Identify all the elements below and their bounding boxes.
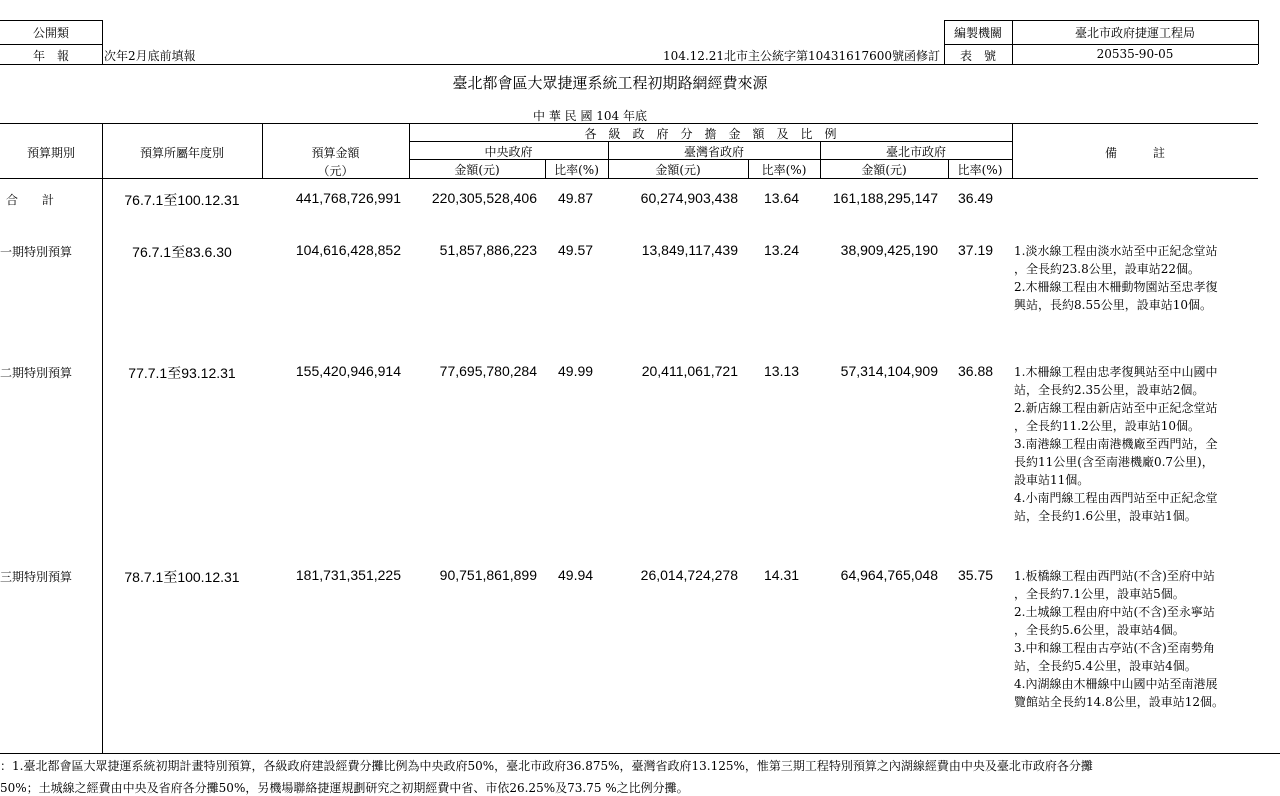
form-number: 20535-90-05: [1096, 47, 1174, 61]
row-period: 二期特別預算: [0, 366, 73, 380]
row-years: 76.7.1至83.6.30: [132, 244, 232, 260]
agency-name: 臺北市政府捷運工程局: [1074, 26, 1195, 40]
col-city-amount: 金額(元): [861, 163, 907, 177]
category-label: 公開類: [32, 26, 69, 40]
header-rule: [1258, 20, 1259, 64]
header-rule: [0, 20, 102, 21]
row-period: 合 計: [6, 193, 55, 207]
col-city: 臺北市政府: [885, 145, 946, 159]
row-central-ratio: 49.57: [558, 242, 594, 258]
header-rule: [0, 44, 102, 45]
form-label: 表 號: [959, 49, 996, 63]
row-budget: 181,731,351,225: [295, 567, 401, 583]
row-province-ratio: 13.64: [764, 190, 800, 206]
row-province-amount: 13,849,117,439: [641, 242, 738, 258]
table-rule: [0, 123, 1258, 124]
row-city-ratio: 36.88: [958, 363, 994, 379]
col-fiscal-years: 預算所屬年度別: [139, 146, 224, 160]
col-province-amount: 金額(元): [655, 163, 701, 177]
row-budget: 441,768,726,991: [295, 190, 401, 206]
header-rule: [944, 44, 1258, 45]
footer-note-line-2: 50%；土城線之經費由中央及省府各分攤50%，另機場聯絡捷運規劃研究之初期經費中省、市依26.25%及73.75 %之比例分攤。: [0, 781, 689, 795]
table-rule: [0, 753, 1280, 754]
header-rule: [102, 20, 103, 64]
row-central-amount: 220,305,528,406: [431, 190, 537, 206]
row-period: 三期特別預算: [0, 570, 73, 584]
row-province-amount: 20,411,061,721: [641, 363, 738, 379]
row-notes: 1.淡水線工程由淡水站至中正紀念堂站 ，全長約23.8公里，設車站22個。 2.木柵線工程由木柵動物園站至忠孝復 興站，長約8.55公里，設車站10個。: [1014, 244, 1218, 312]
page-title: 臺北都會區大眾捷運系統工程初期路網經費來源: [452, 74, 768, 92]
frequency-label: 年 報: [32, 49, 69, 63]
deadline-text: 次年2月底前填報: [104, 49, 196, 63]
row-city-amount: 64,964,765,048: [840, 567, 938, 583]
col-province: 臺灣省政府: [683, 145, 744, 159]
table-rule: [102, 123, 103, 753]
row-central-amount: 77,695,780,284: [439, 363, 537, 379]
col-remarks: 備 註: [1104, 146, 1165, 160]
header-rule: [0, 64, 1258, 65]
page-subtitle: 中 華 民 國 104 年底: [533, 109, 647, 123]
row-notes: 1.板橋線工程由西門站(不含)至府中站 ，全長約7.1公里，設車站5個。 2.土城線工程由府中站(不含)至永寧站 ，全長約5.6公里，設車站4個。 3.中和線工程由古亭站(不含)至南勢角 站，全長約5.4公里，設車站4個。 4.內湖線由木柵線中山國中站至南港展 覽館站全長約14.8公里，設車站12個。: [1014, 569, 1224, 709]
row-central-ratio: 49.94: [558, 567, 594, 583]
row-city-ratio: 36.49: [958, 190, 994, 206]
row-years: 76.7.1至100.12.31: [124, 192, 240, 208]
col-central: 中央政府: [484, 145, 533, 159]
row-city-amount: 57,314,104,909: [840, 363, 938, 379]
col-budget: 預算金額: [311, 146, 360, 160]
row-budget: 104,616,428,852: [295, 242, 401, 258]
row-province-ratio: 13.24: [764, 242, 800, 258]
row-budget: 155,420,946,914: [295, 363, 401, 379]
row-city-amount: 161,188,295,147: [832, 190, 938, 206]
row-central-amount: 90,751,861,899: [439, 567, 537, 583]
row-central-amount: 51,857,886,223: [439, 242, 537, 258]
col-share-group: 各 級 政 府 分 擔 金 額 及 比 例: [584, 127, 837, 141]
row-city-ratio: 35.75: [958, 567, 994, 583]
row-central-ratio: 49.99: [558, 363, 594, 379]
row-years: 77.7.1至93.12.31: [128, 365, 236, 381]
row-city-ratio: 37.19: [958, 242, 994, 258]
col-budget-unit: （元）: [317, 164, 354, 178]
row-period: 一期特別預算: [0, 245, 73, 259]
row-notes: 1.木柵線工程由忠孝復興站至中山國中 站，全長約2.35公里，設車站2個。 2.新店線工程由新店站至中正紀念堂站 ，全長約11.2公里，設車站10個。 3.南港線工程由南港機廠至西門站，全 長約11公里(含至南港機廠0.7公里)， 設車站11個。 4.小南門線工程由西門站至中正紀念堂 站，全長約1.6公里，設車站1個。: [1014, 365, 1218, 523]
row-city-amount: 38,909,425,190: [840, 242, 938, 258]
header-rule: [944, 20, 1258, 21]
row-province-ratio: 14.31: [764, 567, 800, 583]
row-province-ratio: 13.13: [764, 363, 800, 379]
col-city-ratio: 比率(%): [957, 163, 1003, 177]
col-province-ratio: 比率(%): [761, 163, 807, 177]
row-province-amount: 60,274,903,438: [640, 190, 738, 206]
row-central-ratio: 49.87: [558, 190, 594, 206]
agency-label: 編製機關: [953, 26, 1002, 40]
col-central-amount: 金額(元): [454, 163, 500, 177]
col-period: 預算期別: [26, 146, 75, 160]
col-central-ratio: 比率(%): [554, 163, 599, 177]
revision-text: 104.12.21北市主公統字第10431617600號函修訂: [662, 49, 940, 63]
table-rule: [0, 178, 1258, 179]
row-years: 78.7.1至100.12.31: [124, 569, 240, 585]
footer-note-line-1: ：1.臺北都會區大眾捷運系統初期計畫特別預算，各級政府建設經費分攤比例為中央政府50%，臺北市政府36.875%，臺灣省政府13.125%，惟第三期工程特別預算之內湖線經費由中央及臺北市政府各分攤: [0, 759, 1093, 773]
row-province-amount: 26,014,724,278: [640, 567, 738, 583]
